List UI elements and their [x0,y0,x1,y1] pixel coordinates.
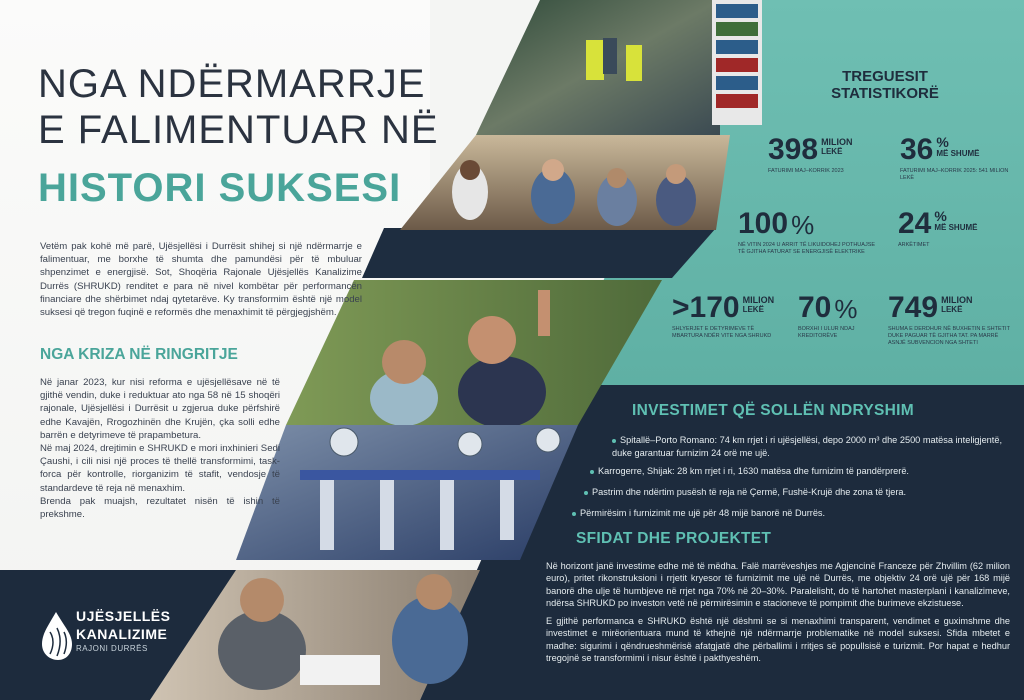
stat-unit-2: LEKË [941,305,963,314]
stats-heading-line-1: TREGUESIT [842,68,928,85]
stat-caption: BORXHI I ULUR NDAJ KREDITORËVE [798,326,855,339]
stat-unit-2: MË SHUMË [936,149,980,158]
stat-item [898,208,998,249]
challenges-text [546,560,1010,670]
title-line-1: NGA NDËRMARRJE [38,62,426,106]
logo-line-1: UJËSJELLËS [76,608,171,624]
stat-value: 70 [798,291,832,324]
stat-unit-2: MË SHUMË [934,223,978,232]
stat-value: >170 [672,291,740,324]
crisis-paragraph: Brenda pak muajsh, rezultatet nisën të ishin të prekshme. [40,495,280,521]
crisis-heading: NGA KRIZA NË RINGRITJE [40,346,238,363]
company-logo [40,606,240,666]
logo-line-3: RAJONI DURRËS [76,644,148,653]
stat-unit: MILION [941,295,973,305]
investments-heading: INVESTIMET QË SOLLËN NDRYSHIM [632,402,914,419]
intro-paragraph: Vetëm pak kohë më parë, Ujësjellësi i Durrësit shihej si një ndërmarrje e falimentuar, me borxhe të shumta dhe pamundësi për të mbuluar shpenzimet e energjisë. Sot, Shoqëria Rajonale Ujësjellës Kanalizime Durrës (SHRUKD) renditet e para në nivel kombëtar për performancën financiare dhe shërbimet ndaj qytetarëve. Ky transformim është një model suksesi që tregon fuqinë e reformës dhe menaxhimit të përgjegjshëm. [40,241,362,319]
bullet-icon [612,439,616,443]
stat-value: 100 [738,207,789,240]
stat-caption: SHLYERJET E DETYRIMEVE TË MBARTURA NDËR VITE NGA SHRUKD [672,326,772,339]
stat-item [900,134,1010,182]
stat-item [768,134,898,175]
page-title [38,62,439,154]
stat-item [672,292,782,340]
navy-band [362,228,716,278]
stat-caption: SHUMA E DERDHUR NË BUXHETIN E SHTETIT DUKE PAGUAR TË GJITHA TAT. PA MARRË ASNJË SUBVENCION NGA SHTETI [888,326,1010,346]
challenges-paragraph: E gjithë performanca e SHRUKD është një dëshmi se si menaxhimi transparent, vendimet e guximshme dhe investimet e mirëorientuara mund të kthejnë një ndërmarrje problematike në model suksesi. Sfida mbetet e madhe: sigurimi i qëndrueshmërisë afatgjatë dhe përballimi i rritjes së popullsisë e turizmit. Por hapat e hedhur tregojnë se transformimi i nisur është i pakthyeshëm. [546,616,1010,664]
investment-item [590,465,1010,478]
stat-item [798,292,878,340]
photo-pumps [236,425,578,560]
challenges-paragraph: Në horizont janë investime edhe më të mëdha. Falë marrëveshjes me Agjencinë Franceze për Zhvillim (62 milion euro), pritet rikonstruksioni i rrjetit kryesor të furnizimit me ujë në Durrës, me objektiv 24 orë ujë për 168 mijë banorë dhe ulje të humbjeve në rrjet nga 70% në 20–30%. Paralelisht, do të hartohet masterplani i kanalizimeve, ndërsa SHRUKD po investon vetë në përmirësimin e stacioneve të pompimit dhe burimeve ekzistuese. [546,561,1010,608]
stat-item [888,292,1014,347]
stat-caption: ARKËTIMET [898,242,930,248]
crisis-paragraph: Në janar 2023, kur nisi reforma e ujësjellësave në të gjithë vendin, duke i reduktuar ato nga 58 në 15 shoqëri rajonale, Ujësjellësi i Durrësit u zgjerua duke përfshirë edhe Kavajën, Rrogozhinën dhe Krujën, çka solli edhe barrën e detyrimeve të prapambetura. [40,377,280,441]
crisis-paragraph: Në maj 2024, drejtimin e SHRUKD e mori inxhinieri Sedi Çaushi, i cili nisi një proces të thellë transformimi, task-forca për kontrolle, riorganizim të stafit, vendosje të standardeve të reja në menaxhim. [40,443,280,494]
page-title-accent: HISTORI SUKSESI [38,166,402,210]
crisis-text [40,376,280,521]
stat-unit: % [936,134,949,150]
stats-heading-line-2: STATISTIKORË [831,85,939,102]
investment-item [584,486,1004,499]
stat-value: 36 [900,133,934,166]
bullet-icon [572,512,576,516]
logo-line-2: KANALIZIME [76,626,168,642]
challenges-heading: SFIDAT DHE PROJEKTET [576,530,772,547]
stats-heading [800,68,970,102]
investment-item [612,434,1012,459]
stat-unit: % [834,294,858,324]
investment-text: Spitallë–Porto Romano: 74 km rrjet i ri ujësjellësi, depo 2000 m³ dhe 2500 matësa inteligjentë, duke garantuar furnizim 24 orë me ujë. [612,435,1002,458]
stat-value: 749 [888,291,939,324]
stat-unit: % [791,210,815,240]
stat-unit: MILION [821,137,853,147]
title-line-2: E FALIMENTUAR NË [38,108,439,152]
investment-item [572,507,992,520]
stat-caption: FATURIMI MAJ–KORRIK 2023 [768,168,844,174]
stat-caption: FATURIMI MAJ–KORRIK 2025: 541 MILION LEKË [900,168,1009,181]
investment-text: Karrogerre, Shijak: 28 km rrjet i ri, 1630 matësa dhe furnizim të pandërprerë. [598,466,909,476]
stat-unit-2: LEKË [742,305,764,314]
stat-unit: MILION [742,295,775,305]
investment-text: Përmirësim i furnizimit me ujë për 48 mijë banorë në Durrës. [580,508,826,518]
stat-unit-2: LEKË [821,147,843,156]
stat-unit: % [934,208,947,224]
investment-text: Pastrim dhe ndërtim pusësh të reja në Çermë, Fushë-Krujë dhe zona të tjera. [592,487,907,497]
stat-value: 24 [898,207,932,240]
stat-item [738,208,878,256]
bullet-icon [590,470,594,474]
stat-caption: NË VITIN 2024 U ARRIT TË LIKUIDOHEJ POTHUAJSE TË GJITHA FATURAT SE ENERGJISË ELEKTRIKE [738,242,876,255]
stat-value: 398 [768,133,819,166]
bullet-icon [584,491,588,495]
